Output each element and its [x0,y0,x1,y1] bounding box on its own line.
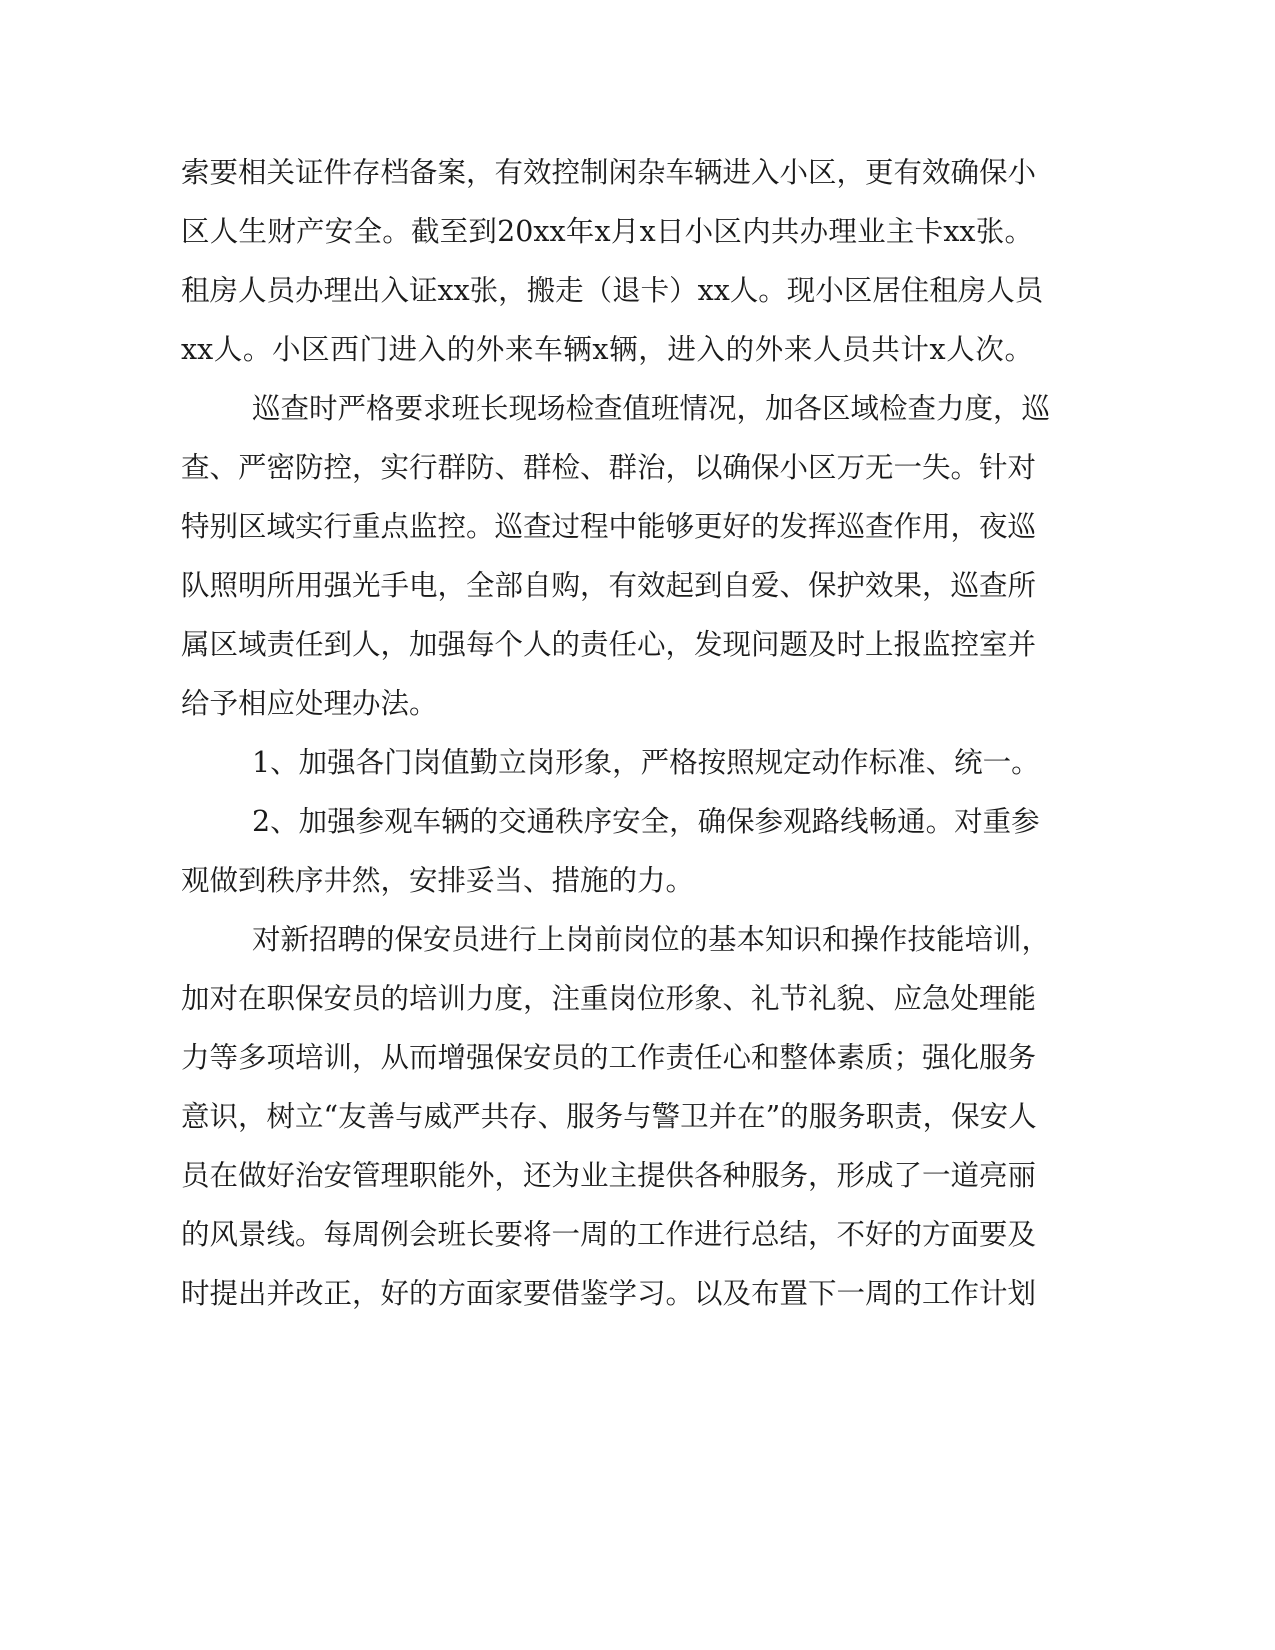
text-line: 力等多项培训，从而增强保安员的工作责任心和整体素质；强化服务 [181,1041,1037,1074]
text-line: 查、严密防控，实行群防、群检、群治，以确保小区万无一失。针对 [181,451,1037,484]
text-line: 给予相应处理办法。 [181,687,438,720]
text-line: 索要相关证件存档备案，有效控制闲杂车辆进入小区，更有效确保小 [181,156,1037,189]
text-line: 加对在职保安员的培训力度，注重岗位形象、礼节礼貌、应急处理能 [181,982,1037,1015]
text-line: 区人生财产安全。截至到20xx年x月x日小区内共办理业主卡xx张。 [181,215,1033,248]
paragraph-first-line: 巡查时严格要求班长现场检查值班情况，加各区域检查力度，巡 [252,392,1051,425]
text-line: 队照明所用强光手电，全部自购，有效起到自爱、保护效果，巡查所 [181,569,1037,602]
text-line: 意识，树立“友善与威严共存、服务与警卫并在”的服务职责，保安人 [181,1100,1037,1133]
text-line: 的风景线。每周例会班长要将一周的工作进行总结，不好的方面要及 [181,1218,1037,1251]
text-line: 属区域责任到人，加强每个人的责任心，发现问题及时上报监控室并 [181,628,1037,661]
list-item: 2、加强参观车辆的交通秩序安全，确保参观路线畅通。对重参 [252,805,1040,838]
list-item: 1、加强各门岗值勤立岗形象，严格按照规定动作标准、统一。 [252,746,1040,779]
text-line: 观做到秩序井然，安排妥当、措施的力。 [181,864,695,897]
text-line: 特别区域实行重点监控。巡查过程中能够更好的发挥巡查作用，夜巡 [181,510,1037,543]
text-line: 时提出并改正，好的方面家要借鉴学习。以及布置下一周的工作计划 [181,1277,1037,1310]
text-line: xx人。小区西门进入的外来车辆x辆，进入的外来人员共计x人次。 [181,333,1033,366]
paragraph-first-line: 对新招聘的保安员进行上岗前岗位的基本知识和操作技能培训， [252,923,1051,956]
text-line: 员在做好治安管理职能外，还为业主提供各种服务，形成了一道亮丽 [181,1159,1037,1192]
text-line: 租房人员办理出入证xx张，搬走（退卡）xx人。现小区居住租房人员 [181,274,1044,307]
